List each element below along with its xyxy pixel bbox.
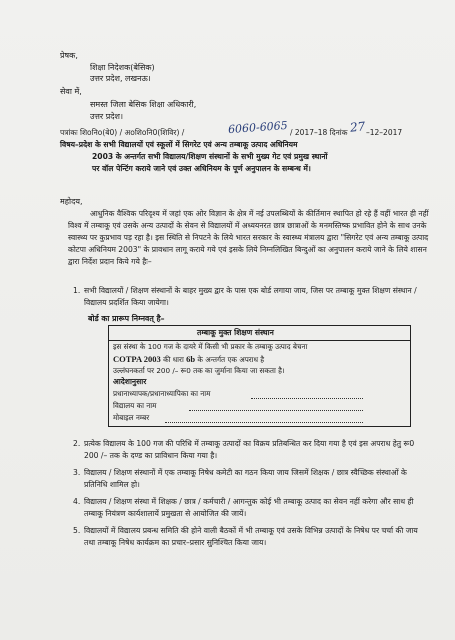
from-designation: शिक्षा निदेशक(बेसिक) [90, 63, 155, 72]
point-4-text: विद्यालय / शिक्षण संस्था में शिक्षक / छात्र / कर्मचारी / आगन्तुक कोई भी तम्बाकू उत्पाद का सेवन नहीं करेगा और साथ ही तम्बाकू नियंत्रण कार्यशालायें प्रमुखता से आयोजित की जायें। [84, 497, 414, 518]
board-field-principal: प्रधानाध्यापक/प्रधानाध्यापिका का नाम [113, 389, 211, 398]
board-title: तम्बाकू मुक्त शिक्षण संस्थान [197, 328, 274, 337]
board-line-3: उल्लंघनकर्ता पर 200 /– रू0 तक का जुर्माना किया जा सकता है। [113, 366, 285, 375]
board-section: 6b [186, 354, 196, 364]
to-location: उत्तर प्रदेश। [90, 112, 123, 121]
point-3-number: 3. [73, 468, 81, 477]
point-4-number: 4. [73, 497, 81, 506]
subject-line-2: 2003 के अन्तर्गत सभी विद्यालय/शिक्षण संस्थानों के सभी मुख्य गेट एवं प्रमुख स्थानों [92, 152, 328, 161]
from-label: प्रेषक, [60, 51, 78, 60]
board-cotpa: COTPA 2003 [113, 354, 161, 364]
ref-number-handwritten: 6060-6065 [227, 118, 289, 137]
board-divider [109, 340, 410, 341]
to-label: सेवा में, [60, 87, 82, 96]
ref-prefix: पत्रांकः शिoनिo(बे0) / अoशिoनि0(शिविर) / [60, 128, 185, 137]
board-field-school: विद्यालय का नाम [113, 401, 157, 410]
ref-date-suffix: –12–2017 [366, 128, 403, 137]
ref-year: / 2017–18 दिनांक [290, 128, 348, 137]
salutation: महोदय, [60, 197, 83, 206]
board-line-2-text: की धारा [163, 355, 184, 364]
subject-line-1: विषय–प्रदेश के सभी विद्यालयों एवं स्कूलों में सिगरेट एवं अन्य तम्बाकू उत्पाद अधिनियम [60, 140, 298, 149]
board-order: आदेशानुसार [113, 377, 147, 386]
board-field-mobile: मोबाइल नम्बर [113, 413, 150, 422]
point-3-text: विद्यालय / शिक्षण संस्थानों में एक तम्बाकू निषेध कमेटी का गठन किया जाय जिसमें शिक्षक / छात्र स्वैच्छिक संस्थाओं के प्रतिनिधि शामिल हो। [84, 468, 407, 489]
from-location: उत्तर प्रदेश, लखनऊ। [90, 74, 151, 83]
board-field-mobile-blank [165, 422, 363, 423]
point-1-number: 1. [73, 286, 81, 295]
intro-paragraph: आधुनिक वैश्विक परिदृश्य में जहां एक ओर विज्ञान के क्षेत्र में नई उपलब्धियों के कीर्तिमान स्थापित हो रहे हैं वहीं भारत ही नहीं विश्व में तम्बाकू एवं उसके अन्य उत्पादों के सेवन से विद्यालयों में अध्ययनरत छात्र छात्राओं के मनमस्तिष्क प्रभावित होने के साथ उनके स्वास्थ्य पर कुप्रभाव पड़ रहा है। इस स्थिति से निपटने के लिये भारत सरकार के स्वास्थ्य मंत्रालय द्वारा "सिगरेट एवं अन्य तम्बाकू उत्पाद कोटपा अधिनियम 2003" के प्रावधान लागू कराये गये एवं इसके लिये निम्नलिखित बिन्दुओं का अनुपालन कराये जाने के लिये शासन द्वारा निर्देश प्रदान किये गये हैः– [68, 209, 429, 266]
to-designation: समस्त जिला बेसिक शिक्षा अधिकारी, [90, 100, 197, 109]
point-5-text: विद्यालयों में विद्यालय प्रबन्ध समिति की होने वाली बैठकों में भी तम्बाकू एवं उसके विभिन्न उत्पादों के निषेध पर चर्चा की जाय तथा तम्बाकू निषेध कार्यक्रम का प्रचार–प्रसार सुनिश्चित किया जाय। [84, 526, 418, 547]
board-format-box [108, 325, 411, 427]
ref-date-handwritten: 27 [349, 119, 366, 135]
point-2-text: प्रत्येक विद्यालय के 100 गज की परिधि में तम्बाकू उत्पादों का विक्रय प्रतिबन्धित कर दिया गया है एवं इस अपराध हेतु रू0 200 /– तक के दण्ड का प्राविधान किया गया है। [84, 439, 415, 460]
board-line-2 [113, 354, 264, 365]
board-line-2b-text: के अन्तर्गत एक अपराध है [197, 355, 265, 364]
point-1-text: सभी विद्यालयों / शिक्षण संस्थानों के बाहर मुख्य द्वार के पास एक बोर्ड लगाया जाय, जिस पर तम्बाकू मुक्त शिक्षण संस्थान / विद्यालय प्रदर्शित किया जायेगा। [84, 286, 417, 307]
board-field-school-blank [189, 410, 363, 411]
subject-line-3: पर वॉल पेन्टिंग कराये जाने एवं उक्त अधिनियम के पूर्ण अनुपालन के सम्बन्ध में। [92, 164, 311, 173]
board-field-principal-blank [251, 398, 363, 399]
board-heading: बोर्ड का प्रारूप निम्नवत् है– [88, 314, 165, 323]
point-2-number: 2. [73, 439, 81, 448]
board-line-1: इस संस्था के 100 गज के दायरे में किसी भी प्रकार के तम्बाकू उत्पाद बेचना [113, 342, 308, 351]
point-5-number: 5. [73, 526, 81, 535]
